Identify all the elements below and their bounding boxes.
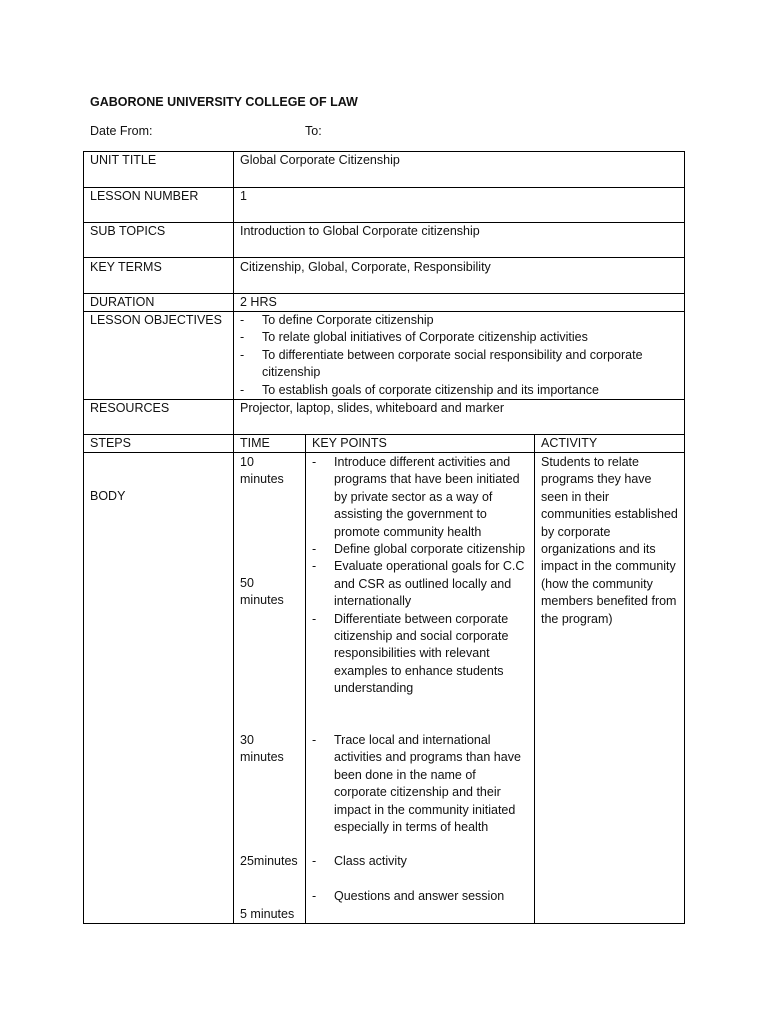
resources-label: RESOURCES	[90, 401, 170, 415]
time-value: 25minutes	[240, 854, 298, 868]
key-point-item: - Class activity	[312, 853, 530, 870]
resources-value: Projector, laptop, slides, whiteboard and marker	[240, 401, 505, 415]
body-step-label: BODY	[90, 489, 126, 503]
unit-title-value: Global Corporate Citizenship	[240, 153, 400, 167]
time-value: 5 minutes	[240, 907, 295, 921]
steps-header: STEPS	[90, 436, 131, 450]
key-points-list-1	[312, 454, 530, 698]
column-divider	[233, 151, 234, 924]
key-terms-value: Citizenship, Global, Corporate, Responsibility	[240, 260, 491, 274]
objective-item: - To establish goals of corporate citizenship and its importance	[240, 382, 680, 399]
institution-title: GABORONE UNIVERSITY COLLEGE OF LAW	[90, 95, 358, 109]
activity-header: ACTIVITY	[541, 436, 598, 450]
column-divider	[534, 434, 535, 924]
key-terms-label: KEY TERMS	[90, 260, 162, 274]
sub-topics-label: SUB TOPICS	[90, 224, 166, 238]
objectives-list	[240, 312, 680, 399]
duration-label: DURATION	[90, 295, 155, 309]
objective-item: - To relate global initiatives of Corporate citizenship activities	[240, 329, 680, 346]
row-divider	[83, 257, 685, 258]
key-points-list-3	[312, 853, 530, 870]
unit-title-label: UNIT TITLE	[90, 153, 157, 167]
row-divider	[83, 293, 685, 294]
activity-text: Students to relate programs they have seen in their communities established by corporate organizations and its impact in the community (how the community members benefited from the program)	[541, 455, 678, 626]
key-point-item: - Trace local and international activities and programs than have been done in the name of corporate citizenship and their impact in the community initiated especially in terms of health	[312, 732, 530, 836]
time-header: TIME	[240, 436, 270, 450]
key-points-list-2	[312, 732, 530, 836]
key-point-item: - Evaluate operational goals for C.C and CSR as outlined locally and internationally	[312, 558, 530, 610]
key-point-item: - Questions and answer session	[312, 888, 530, 905]
key-points-header: KEY POINTS	[312, 436, 387, 450]
time-value: 30 minutes	[240, 733, 284, 765]
time-value: 50 minutes	[240, 576, 284, 608]
key-points-list-4	[312, 888, 530, 905]
date-to-label: To:	[305, 124, 322, 138]
key-point-item: - Introduce different activities and programs that have been initiated by private sector as a way of assisting the government to promote community health	[312, 454, 530, 541]
objectives-label: LESSON OBJECTIVES	[90, 313, 222, 327]
date-from-label: Date From:	[90, 124, 153, 138]
time-value: 10 minutes	[240, 455, 284, 487]
lesson-number-label: LESSON NUMBER	[90, 189, 199, 203]
objective-item: - To define Corporate citizenship	[240, 312, 680, 329]
duration-value: 2 HRS	[240, 295, 277, 309]
lesson-number-value: 1	[240, 189, 247, 203]
sub-topics-value: Introduction to Global Corporate citizenship	[240, 224, 480, 238]
key-point-item: - Differentiate between corporate citizenship and social corporate responsibilities with relevant examples to enhance students understanding	[312, 611, 530, 698]
objective-item: - To differentiate between corporate social responsibility and corporate citizenship	[240, 347, 680, 382]
key-point-item: - Define global corporate citizenship	[312, 541, 530, 558]
column-divider	[305, 434, 306, 924]
